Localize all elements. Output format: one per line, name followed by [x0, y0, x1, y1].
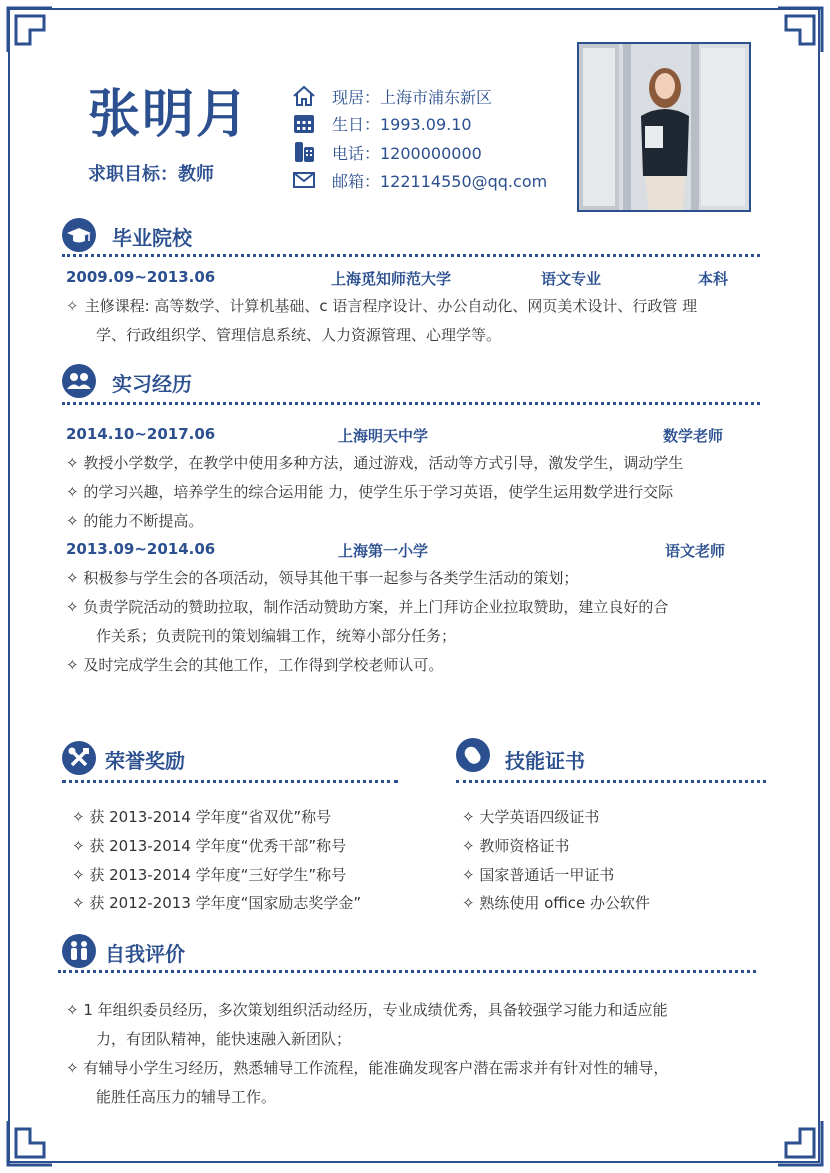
corner-ornament: [772, 2, 828, 58]
job1-line: ✧ 的能力不断提高。: [66, 512, 204, 530]
bullet-icon: ✧: [66, 297, 79, 315]
job1-role: 数学老师: [663, 427, 724, 445]
calendar-icon: [292, 111, 316, 135]
internship-section-title: 实习经历: [112, 372, 192, 396]
self-eval-line: 能胜任高压力的辅导工作。: [96, 1088, 277, 1106]
education-major: 语文专业: [541, 270, 602, 288]
section-divider: [58, 970, 756, 973]
honor-item: ✧ 获 2013-2014 学年度“优秀干部”称号: [72, 837, 347, 855]
corner-ornament: [772, 1115, 828, 1171]
job1-line: ✧ 的学习兴趣，培养学生的综合运用能 力，使学生乐于学习英语，使学生运用数学进行交际: [66, 483, 674, 501]
corner-ornament: [2, 2, 58, 58]
job2-role: 语文老师: [665, 542, 726, 560]
people-icon: [62, 364, 96, 398]
contact-birthday-text: 生日：1993.09.10: [332, 114, 472, 134]
job-objective: 求职目标：教师: [88, 164, 214, 185]
home-icon: [292, 84, 316, 108]
job1-period: 2014.10~2017.06: [66, 425, 216, 443]
mail-icon: [292, 168, 316, 192]
education-degree: 本科: [698, 270, 729, 288]
honor-item: ✧ 获 2013-2014 学年度“三好学生”称号: [72, 866, 347, 884]
honor-item: ✧ 获 2012-2013 学年度“国家励志奖学金”: [72, 894, 362, 912]
skill-item: ✧ 国家普通话一甲证书: [462, 866, 615, 884]
self-eval-line: ✧ 1 年组织委员经历，多次策划组织活动经历，专业成绩优秀，具备较强学习能力和适应能: [66, 1001, 668, 1019]
education-courses-line1: 主修课程: 高等数学、计算机基础、c 语言程序设计、办公自动化、网页美术设计、行政管 理: [84, 297, 698, 315]
candidate-name: 张明月: [88, 85, 251, 145]
section-divider: [62, 254, 760, 257]
graduation-cap-icon: [62, 218, 96, 252]
honor-item: ✧ 获 2013-2014 学年度“省双优”称号: [72, 808, 332, 826]
education-section-title: 毕业院校: [112, 226, 192, 250]
job2-line: 作关系；负责院刊的策划编辑工作，统筹小部分任务；: [96, 627, 457, 645]
contact-birthday: [292, 111, 472, 135]
skill-item: ✧ 熟练使用 office 办公软件: [462, 894, 651, 912]
phone-icon: [292, 140, 316, 164]
skills-section-title: 技能证书: [505, 749, 585, 773]
job2-line: ✧ 积极参与学生会的各项活动，领导其他干事一起参与各类学生活动的策划；: [66, 569, 579, 587]
family-icon: [62, 934, 96, 968]
self-eval-line: 力，有团队精神，能快速融入新团队；: [96, 1030, 352, 1048]
job2-org: 上海第一小学: [338, 542, 429, 560]
self-eval-section-title: 自我评价: [105, 942, 185, 966]
tools-icon: [62, 741, 96, 775]
education-school: 上海觅知师范大学: [331, 270, 452, 288]
job1-line: ✧ 教授小学数学，在教学中使用多种方法，通过游戏，活动等方式引导，激发学生，调动学生: [66, 454, 684, 472]
job2-line: ✧ 及时完成学生会的其他工作，工作得到学校老师认可。: [66, 656, 444, 674]
job2-period: 2013.09~2014.06: [66, 540, 216, 558]
section-divider: [62, 402, 760, 405]
contact-address-text: 现居：上海市浦东新区: [332, 87, 493, 107]
contact-address: [292, 84, 492, 108]
contact-email[interactable]: [292, 168, 547, 192]
education-period: 2009.09~2013.06: [66, 268, 216, 286]
honors-section-title: 荣誉奖励: [105, 749, 185, 773]
section-divider: [62, 780, 398, 783]
job1-org: 上海明天中学: [338, 427, 429, 445]
education-courses-line2: 学、行政组织学、管理信息系统、人力资源管理、心理学等。: [96, 326, 502, 344]
corner-ornament: [2, 1115, 58, 1171]
job2-line: ✧ 负责学院活动的赞助拉取，制作活动赞助方案，并上门拜访企业拉取赞助，建立良好的合: [66, 598, 669, 616]
contact-phone: [292, 140, 482, 164]
education-courses: [66, 292, 697, 321]
mouse-icon: [456, 738, 490, 772]
skill-item: ✧ 教师资格证书: [462, 837, 570, 855]
section-divider: [456, 780, 766, 783]
self-eval-line: ✧ 有辅导小学生习经历，熟悉辅导工作流程，能准确发现客户潜在需求并有针对性的辅导，: [66, 1059, 669, 1077]
skill-item: ✧ 大学英语四级证书: [462, 808, 600, 826]
profile-photo: [577, 42, 751, 212]
contact-phone-text: 电话：1200000000: [332, 143, 482, 163]
contact-email-text: 邮箱：122114550@qq.com: [332, 171, 548, 191]
